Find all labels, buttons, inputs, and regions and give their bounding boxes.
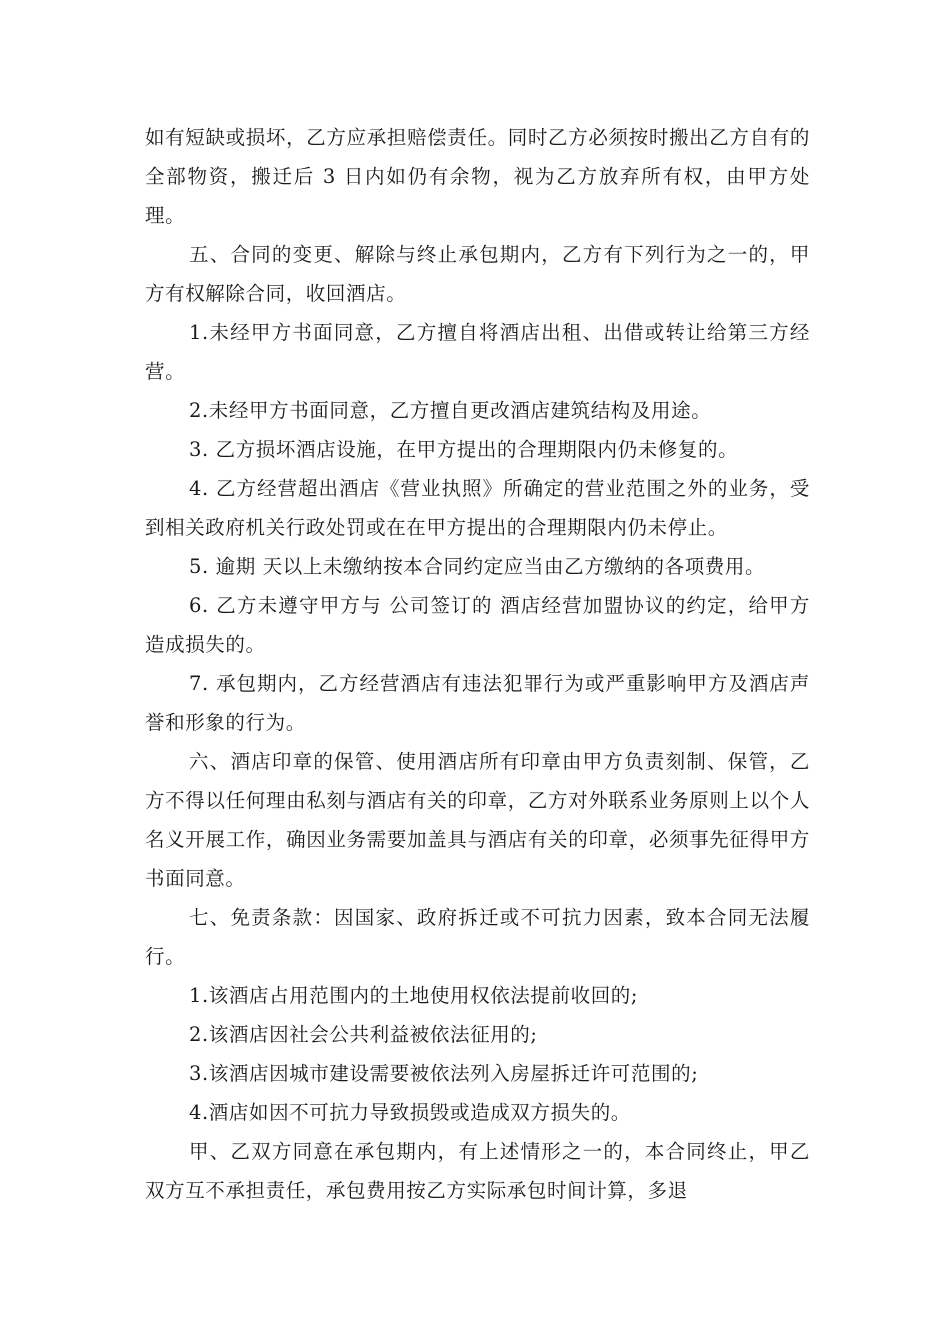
- paragraph: 2.该酒店因社会公共利益被依法征用的;: [189, 1023, 538, 1046]
- paragraph: 七、免责条款：因国家、政府拆迁或不可抗力因素，致本合同无法履行。: [145, 906, 810, 968]
- paragraph: 3.该酒店因城市建设需要被依法列入房屋拆迁许可范围的;: [189, 1062, 699, 1085]
- paragraph: 7. 承包期内，乙方经营酒店有违法犯罪行为或严重影响甲方及酒店声誉和形象的行为。: [145, 672, 810, 734]
- paragraph: 5. 逾期 天以上未缴纳按本合同约定应当由乙方缴纳的各项费用。: [189, 555, 766, 578]
- paragraph: 1.该酒店占用范围内的土地使用权依法提前收回的;: [189, 984, 639, 1007]
- paragraph: 五、合同的变更、解除与终止承包期内，乙方有下列行为之一的，甲方有权解除合同，收回酒店。: [145, 243, 810, 305]
- document-body: [145, 118, 810, 1210]
- paragraph: 1.未经甲方书面同意，乙方擅自将酒店出租、出借或转让给第三方经营。: [145, 321, 810, 383]
- paragraph: 如有短缺或损坏，乙方应承担赔偿责任。同时乙方必须按时搬出乙方自有的全部物资，搬迁后 3 日内如仍有余物，视为乙方放弃所有权，由甲方处理。: [145, 126, 810, 227]
- paragraph: 甲、乙双方同意在承包期内，有上述情形之一的，本合同终止，甲乙双方互不承担责任，承包费用按乙方实际承包时间计算，多退: [145, 1140, 810, 1202]
- paragraph: 4.酒店如因不可抗力导致损毁或造成双方损失的。: [189, 1101, 631, 1124]
- paragraph: 2.未经甲方书面同意，乙方擅自更改酒店建筑结构及用途。: [189, 399, 712, 422]
- paragraph: 六、酒店印章的保管、使用酒店所有印章由甲方负责刻制、保管，乙方不得以任何理由私刻与酒店有关的印章，乙方对外联系业务原则上以个人名义开展工作，确因业务需要加盖具与酒店有关的印章，必须事先征得甲方书面同意。: [145, 750, 810, 890]
- paragraph: 3. 乙方损坏酒店设施，在甲方提出的合理期限内仍未修复的。: [189, 438, 739, 461]
- paragraph: 6. 乙方未遵守甲方与 公司签订的 酒店经营加盟协议的约定，给甲方造成损失的。: [145, 594, 810, 656]
- paragraph: 4. 乙方经营超出酒店《营业执照》所确定的营业范围之外的业务，受到相关政府机关行政处罚或在在甲方提出的合理期限内仍未停止。: [145, 477, 810, 539]
